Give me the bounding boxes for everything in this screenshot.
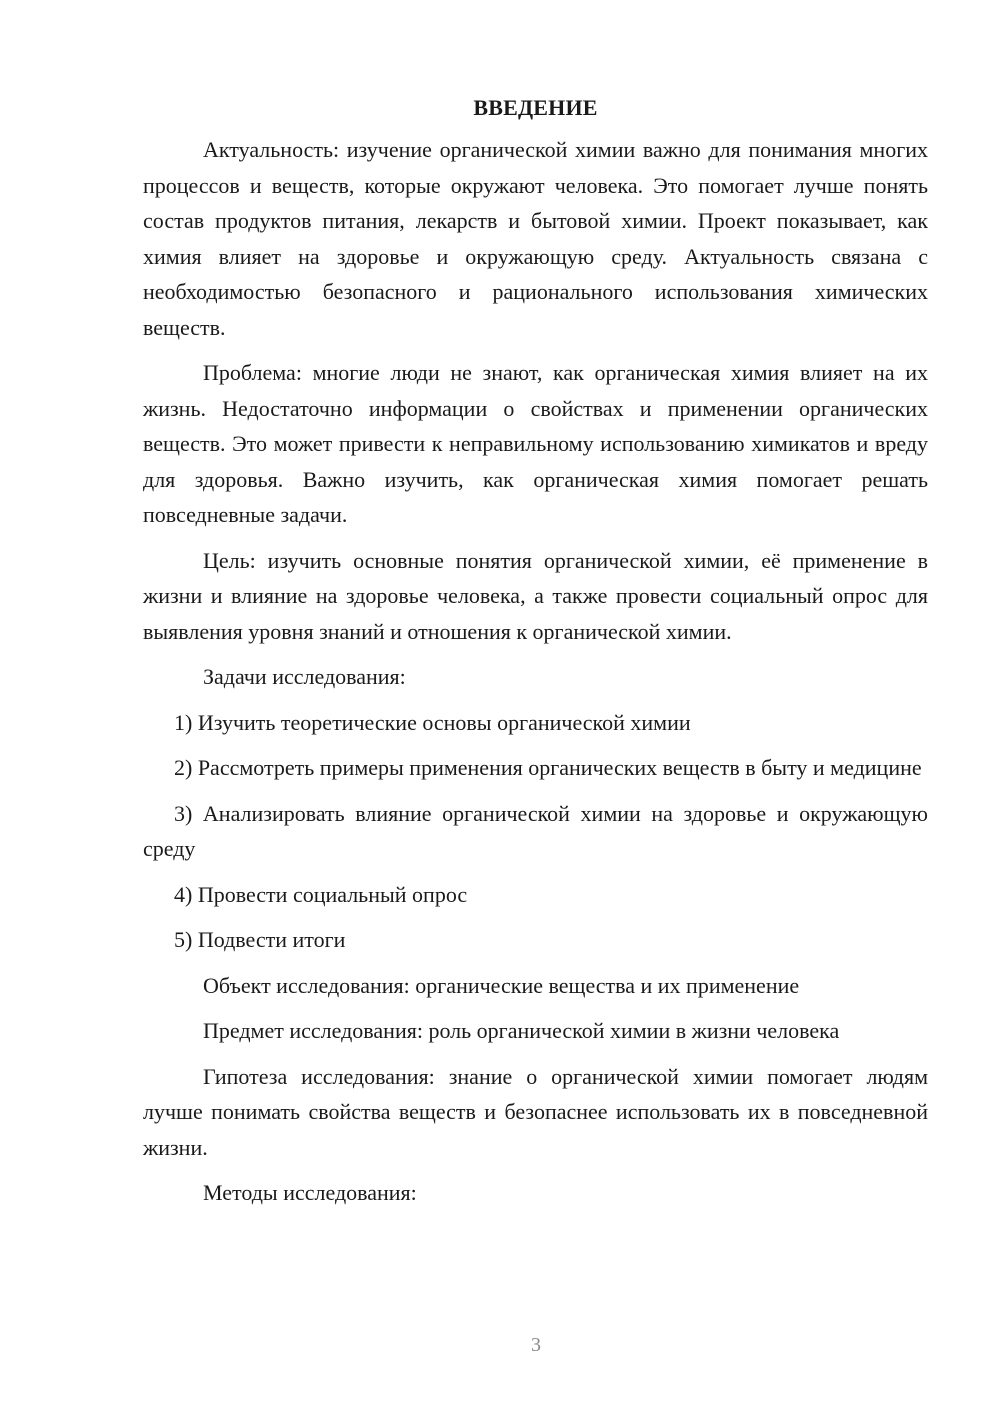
section-title: ВВЕДЕНИЕ bbox=[473, 95, 598, 120]
tasks-heading: Задачи исследования: bbox=[203, 664, 406, 689]
methods-heading: Методы исследования: bbox=[203, 1180, 417, 1205]
document-page bbox=[143, 92, 928, 1221]
paragraph-object: Объект исследования: органические вещества и их применение bbox=[203, 972, 800, 998]
paragraph-hypothesis: Гипотеза исследования: знание о органической химии помогает людям лучше понимать свойства веществ и безопаснее использовать их в повседневной жизни. bbox=[143, 1063, 928, 1160]
paragraph-subject: Предмет исследования: роль органической химии в жизни человека bbox=[203, 1018, 840, 1043]
paragraph-relevance: Актуальность: изучение органической химии важно для понимания многих процессов и веществ, которые окружают человека. Это помогает лучше понять состав продуктов питания, лекарств и бытовой химии. Проект показывает, как химия влияет на здоровье и окружающую среду. Актуальность связана с необходимостью безопасного и рационального использования химических веществ. bbox=[143, 137, 928, 340]
paragraph-goal: Цель: изучить основные понятия органической химии, её применение в жизни и влияние на здоровье человека, а также провести социальный опрос для выявления уровня знаний и отношения к органической химии. bbox=[143, 547, 928, 644]
paragraph-problem: Проблема: многие люди не знают, как органическая химия влияет на их жизнь. Недостаточно информации о свойствах и применении органических веществ. Это может привести к неправильному использованию химикатов и вреду для здоровья. Важно изучить, как органическая химия помогает решать повседневные задачи. bbox=[143, 360, 928, 527]
task-item-3: 3) Анализировать влияние органической химии на здоровье и окружающую среду bbox=[143, 800, 928, 861]
task-item-2: 2) Рассмотреть примеры применения органических веществ в быту и медицине bbox=[174, 755, 922, 780]
task-item-4: 4) Провести социальный опрос bbox=[174, 881, 468, 907]
page-number: 3 bbox=[531, 1334, 541, 1356]
task-item-5: 5) Подвести итоги bbox=[174, 927, 346, 952]
task-item-1: 1) Изучить теоретические основы органической химии bbox=[174, 709, 691, 735]
